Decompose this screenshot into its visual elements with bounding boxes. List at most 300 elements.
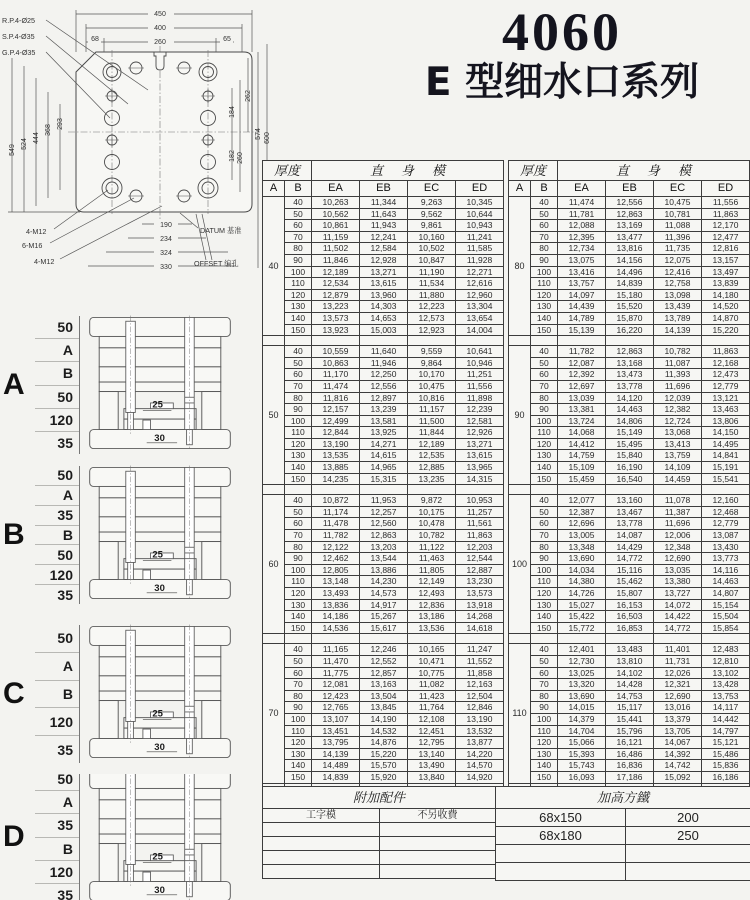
spacer-cell: [558, 485, 606, 495]
plate-dimension: B: [35, 362, 79, 385]
eb-value: 12,556: [360, 380, 408, 392]
spacer-row: [263, 485, 504, 495]
ea-value: 12,189: [312, 266, 360, 278]
ed-value: 11,241: [456, 231, 504, 243]
spacer-cell: [285, 336, 312, 346]
spacer-row: [509, 485, 750, 495]
ec-value: 14,072: [654, 599, 702, 611]
mold-section-b: [0, 460, 248, 610]
ea-value: 14,412: [558, 438, 606, 450]
spec-row: [263, 473, 504, 485]
eb-value: 16,486: [606, 748, 654, 760]
eb-value: 12,928: [360, 254, 408, 266]
ec-value: 12,923: [408, 324, 456, 336]
eb-value: 15,003: [360, 324, 408, 336]
col-b-value: 50: [285, 208, 312, 220]
ea-value: 13,493: [312, 588, 360, 600]
plate-dimension: 35: [57, 434, 73, 451]
ed-value: 15,504: [702, 611, 750, 623]
ea-value: 11,782: [558, 346, 606, 358]
spec-row: [263, 301, 504, 313]
spec-row: [509, 541, 750, 553]
ed-value: 12,810: [702, 655, 750, 667]
spacer-row: [263, 336, 504, 346]
spec-row: [509, 301, 750, 313]
eb-value: 14,573: [360, 588, 408, 600]
eb-value: 12,556: [606, 197, 654, 209]
eb-value: 13,203: [360, 541, 408, 553]
ed-value: 12,477: [702, 231, 750, 243]
spec-table-right: [508, 160, 750, 804]
spec-row: [509, 231, 750, 243]
ec-value: 14,109: [654, 462, 702, 474]
dim-68: 68: [91, 36, 99, 43]
eb-value: 15,116: [606, 564, 654, 576]
plate-dimension: 50: [35, 774, 79, 791]
spacer-cell: [654, 485, 702, 495]
ea-value: 13,075: [558, 254, 606, 266]
ed-value: 12,779: [702, 380, 750, 392]
spec-row: [263, 346, 504, 358]
ed-value: 13,121: [702, 392, 750, 404]
ea-value: 12,087: [558, 357, 606, 369]
ec-value: 10,782: [654, 346, 702, 358]
spec-row: [509, 518, 750, 530]
eb-value: 14,156: [606, 254, 654, 266]
col-header-ed: ED: [702, 181, 750, 197]
ea-value: 14,704: [558, 725, 606, 737]
col-b-value: 70: [285, 231, 312, 243]
spec-row: [509, 506, 750, 518]
ed-value: 14,315: [456, 473, 504, 485]
eb-value: 15,520: [606, 301, 654, 313]
accessories-table: [262, 786, 496, 879]
col-b-value: 110: [285, 725, 312, 737]
spacer-cell: [263, 485, 285, 495]
col-b-value: 120: [531, 737, 558, 749]
eb-value: 14,806: [606, 415, 654, 427]
ec-value: 12,573: [408, 312, 456, 324]
sketch-wrap: [84, 462, 236, 609]
ea-value: 13,005: [558, 530, 606, 542]
spec-row: [509, 197, 750, 209]
spec-row: [263, 380, 504, 392]
plate-dimension: A: [35, 339, 79, 362]
section-letter: A: [3, 368, 25, 401]
col-b-value: 120: [285, 438, 312, 450]
plate-dimension: B: [35, 838, 79, 861]
spec-row: [263, 530, 504, 542]
ed-value: 14,618: [456, 622, 504, 634]
plate-dimension: 50: [35, 625, 79, 653]
eb-value: 16,220: [606, 324, 654, 336]
mold-section-a: [0, 312, 248, 458]
ec-value: 10,502: [408, 243, 456, 255]
spec-row: [263, 553, 504, 565]
accessory-value: 不另收費: [380, 809, 496, 823]
eb-value: 13,810: [606, 655, 654, 667]
spacer-cell: [408, 485, 456, 495]
col-b-value: 80: [285, 541, 312, 553]
col-b-value: 90: [531, 553, 558, 565]
ec-value: 10,170: [408, 369, 456, 381]
ea-value: 12,534: [312, 278, 360, 290]
col-b-value: 70: [531, 231, 558, 243]
col-header-eb: EB: [360, 181, 408, 197]
ed-value: 10,641: [456, 346, 504, 358]
eb-value: 14,463: [606, 404, 654, 416]
riser-header: 加高方鐵: [496, 787, 750, 809]
ea-value: 13,690: [558, 690, 606, 702]
ea-value: 13,757: [558, 278, 606, 290]
ed-value: 14,797: [702, 725, 750, 737]
ec-value: 10,165: [408, 644, 456, 656]
ed-value: 12,163: [456, 679, 504, 691]
spacer-cell: [312, 485, 360, 495]
eb-value: 13,163: [360, 679, 408, 691]
ec-value: 14,392: [654, 748, 702, 760]
plate-dimension: A: [35, 486, 79, 506]
plate-dimension: A: [35, 791, 79, 814]
eb-value: 15,180: [606, 289, 654, 301]
eb-value: 13,845: [360, 702, 408, 714]
series-name: E 型细水口系列: [424, 60, 700, 105]
eb-value: 13,477: [606, 231, 654, 243]
dim-574: 574: [255, 128, 262, 140]
ed-value: 12,887: [456, 564, 504, 576]
spec-row: [509, 690, 750, 702]
col-b-value: 40: [531, 197, 558, 209]
ea-value: 12,157: [312, 404, 360, 416]
sprue-bushing: [154, 52, 166, 70]
ec-value: 9,559: [408, 346, 456, 358]
col-b-value: 80: [531, 243, 558, 255]
spec-row: [509, 415, 750, 427]
ec-value: 11,122: [408, 541, 456, 553]
spacer-row: [509, 634, 750, 644]
accessory-item: [263, 865, 380, 879]
col-header-a: A: [263, 181, 285, 197]
eb-value: 15,267: [360, 611, 408, 623]
ed-value: 13,497: [702, 266, 750, 278]
col-b-value: 110: [285, 427, 312, 439]
ea-value: 15,109: [558, 462, 606, 474]
eb-value: 13,504: [360, 690, 408, 702]
ed-value: 15,121: [702, 737, 750, 749]
mold-plate-drawing: [0, 0, 272, 272]
ea-value: 13,039: [558, 392, 606, 404]
spacer-cell: [606, 336, 654, 346]
col-header-b: B: [531, 181, 558, 197]
ea-value: 10,562: [312, 208, 360, 220]
spec-row: [509, 495, 750, 507]
spec-row: [263, 312, 504, 324]
ec-value: 11,387: [654, 506, 702, 518]
ed-value: 13,773: [702, 553, 750, 565]
ec-value: 11,844: [408, 427, 456, 439]
ed-value: 13,463: [702, 404, 750, 416]
spec-row: [263, 576, 504, 588]
spec-row: [263, 713, 504, 725]
eb-value: 15,462: [606, 576, 654, 588]
ea-value: 10,872: [312, 495, 360, 507]
col-header-straight: [312, 161, 504, 181]
ea-value: 12,122: [312, 541, 360, 553]
ec-value: 11,696: [654, 380, 702, 392]
spacer-cell: [558, 634, 606, 644]
spec-row: [263, 220, 504, 232]
ec-value: 12,795: [408, 737, 456, 749]
spec-row: [263, 392, 504, 404]
col-header-thickness: 厚度: [263, 161, 312, 181]
col-b-value: 110: [285, 278, 312, 290]
ed-value: 11,928: [456, 254, 504, 266]
ec-value: 12,690: [654, 690, 702, 702]
ec-value: 12,108: [408, 713, 456, 725]
accessory-value: [626, 863, 750, 881]
accessory-row: [263, 837, 496, 851]
ec-value: 12,149: [408, 576, 456, 588]
ec-value: 11,805: [408, 564, 456, 576]
ed-value: 11,556: [456, 380, 504, 392]
eb-value: 14,532: [360, 725, 408, 737]
col-b-value: 40: [285, 495, 312, 507]
spec-row: [509, 530, 750, 542]
ec-value: 12,416: [654, 266, 702, 278]
spec-row: [509, 438, 750, 450]
ea-value: 11,170: [312, 369, 360, 381]
spec-row: [509, 702, 750, 714]
eb-value: 13,886: [360, 564, 408, 576]
col-b-value: 60: [531, 369, 558, 381]
eb-value: 12,560: [360, 518, 408, 530]
ec-value: 12,885: [408, 462, 456, 474]
col-b-value: 80: [531, 690, 558, 702]
ec-value: 11,735: [654, 243, 702, 255]
spacer-cell: [456, 634, 504, 644]
col-b-value: 80: [285, 243, 312, 255]
eb-value: 13,778: [606, 380, 654, 392]
eb-value: 11,643: [360, 208, 408, 220]
spec-row: [263, 690, 504, 702]
spec-row: [509, 380, 750, 392]
spacer-cell: [285, 485, 312, 495]
spacer-cell: [531, 336, 558, 346]
plate-dimension: 120: [35, 708, 79, 736]
accessory-item: 工字模: [263, 809, 380, 823]
ed-value: 11,585: [456, 243, 504, 255]
dim-182: 182: [229, 150, 236, 162]
ea-value: 14,759: [558, 450, 606, 462]
eb-value: 11,953: [360, 495, 408, 507]
spacer-cell: [408, 634, 456, 644]
eb-value: 13,168: [606, 357, 654, 369]
col-b-value: 40: [285, 346, 312, 358]
eb-value: 15,840: [606, 450, 654, 462]
col-b-value: 110: [285, 576, 312, 588]
eb-value: 13,581: [360, 415, 408, 427]
ec-value: 11,764: [408, 702, 456, 714]
col-b-value: 130: [285, 301, 312, 313]
ea-value: 12,401: [558, 644, 606, 656]
col-b-value: 100: [285, 713, 312, 725]
accessory-item: [263, 823, 380, 837]
spacer-cell: [654, 634, 702, 644]
accessory-item: 68x180: [496, 827, 626, 845]
ed-value: 11,251: [456, 369, 504, 381]
spec-row: [263, 404, 504, 416]
spacer-cell: [606, 485, 654, 495]
ea-value: 12,081: [312, 679, 360, 691]
ed-value: 13,157: [702, 254, 750, 266]
col-b-value: 110: [531, 278, 558, 290]
plate-dimension: 35: [57, 586, 73, 603]
spec-row: [263, 266, 504, 278]
eb-value: 16,836: [606, 760, 654, 772]
ed-value: 13,430: [702, 541, 750, 553]
sketch-wrap: [84, 621, 236, 768]
ea-value: 13,535: [312, 450, 360, 462]
riser-blocks-table: [495, 786, 750, 881]
eb-value: 14,120: [606, 392, 654, 404]
spacer-cell: [263, 336, 285, 346]
eb-value: 15,920: [360, 771, 408, 783]
ec-value: 11,880: [408, 289, 456, 301]
ed-value: 12,960: [456, 289, 504, 301]
inner-dim-25: 25: [152, 399, 163, 411]
col-b-value: 50: [285, 357, 312, 369]
spec-row: [263, 667, 504, 679]
eb-value: 13,169: [606, 220, 654, 232]
eb-value: 13,271: [360, 266, 408, 278]
ec-value: 9,872: [408, 495, 456, 507]
ea-value: 13,223: [312, 301, 360, 313]
ec-value: 13,035: [654, 564, 702, 576]
ed-value: 14,268: [456, 611, 504, 623]
straight-mold-text: 直身模: [616, 163, 710, 178]
sketch-wrap: [84, 312, 236, 459]
ea-value: 12,423: [312, 690, 360, 702]
sketch-wrap: [84, 774, 236, 900]
col-b-value: 110: [531, 725, 558, 737]
spec-row: [263, 611, 504, 623]
ec-value: 11,190: [408, 266, 456, 278]
ed-value: 13,304: [456, 301, 504, 313]
spec-row: [263, 622, 504, 634]
col-b-value: 100: [285, 266, 312, 278]
eb-value: 13,778: [606, 518, 654, 530]
accessory-row: [496, 845, 750, 863]
spacer-cell: [509, 634, 531, 644]
spec-row: [509, 644, 750, 656]
ea-value: 11,775: [312, 667, 360, 679]
dimension-stack: [35, 466, 80, 604]
ed-value: 14,495: [702, 438, 750, 450]
accessory-value: [626, 845, 750, 863]
dim-600: 600: [264, 132, 271, 144]
spacer-cell: [702, 336, 750, 346]
ed-value: 13,271: [456, 438, 504, 450]
dim-65: 65: [223, 36, 231, 43]
spacer-cell: [360, 634, 408, 644]
section-letter: B: [3, 518, 25, 551]
ec-value: 14,459: [654, 473, 702, 485]
ec-value: 9,861: [408, 220, 456, 232]
spec-row: [263, 197, 504, 209]
col-a-value: 100: [509, 495, 531, 634]
spec-row: [263, 462, 504, 474]
dim-549: 549: [9, 144, 16, 156]
ea-value: 12,734: [558, 243, 606, 255]
eb-value: 13,483: [606, 644, 654, 656]
ec-value: 12,690: [654, 553, 702, 565]
ec-value: 9,263: [408, 197, 456, 209]
col-b-value: 140: [285, 611, 312, 623]
spec-row: [509, 725, 750, 737]
ed-value: 10,644: [456, 208, 504, 220]
col-b-value: 150: [531, 473, 558, 485]
eb-value: 14,917: [360, 599, 408, 611]
ec-value: 13,490: [408, 760, 456, 772]
section-letter: C: [3, 677, 25, 710]
spacer-cell: [456, 336, 504, 346]
dim-260b: 260: [237, 152, 244, 164]
ec-value: 10,775: [408, 667, 456, 679]
ec-value: 12,724: [654, 415, 702, 427]
col-b-value: 80: [531, 392, 558, 404]
ea-value: 12,844: [312, 427, 360, 439]
ed-value: 11,858: [456, 667, 504, 679]
spacer-cell: [360, 336, 408, 346]
col-b-value: 70: [285, 530, 312, 542]
ea-value: 13,107: [312, 713, 360, 725]
col-b-value: 130: [285, 599, 312, 611]
ea-value: 15,139: [558, 324, 606, 336]
plate-dimension: 35: [57, 741, 73, 758]
spec-row: [509, 473, 750, 485]
col-b-value: 140: [285, 760, 312, 772]
eb-value: 15,220: [360, 748, 408, 760]
dim-524: 524: [21, 138, 28, 150]
eb-value: 11,946: [360, 357, 408, 369]
spec-row: [263, 254, 504, 266]
ed-value: 15,154: [702, 599, 750, 611]
ed-value: 12,926: [456, 427, 504, 439]
ed-value: 14,116: [702, 564, 750, 576]
accessory-value: [380, 823, 496, 837]
ed-value: 15,191: [702, 462, 750, 474]
ea-value: 10,861: [312, 220, 360, 232]
spec-row: [509, 254, 750, 266]
ed-value: 12,168: [702, 357, 750, 369]
plate-dimension: 50: [35, 466, 79, 486]
eb-value: 13,239: [360, 404, 408, 416]
ed-value: 13,428: [702, 679, 750, 691]
ea-value: 12,462: [312, 553, 360, 565]
col-a-value: 80: [509, 197, 531, 336]
col-b-value: 130: [531, 301, 558, 313]
ea-value: 11,159: [312, 231, 360, 243]
spacer-cell: [606, 634, 654, 644]
accessory-value: [380, 865, 496, 879]
spec-row: [509, 553, 750, 565]
eb-value: 12,863: [606, 346, 654, 358]
col-header-straight: [558, 161, 750, 181]
spacer-row: [263, 634, 504, 644]
eb-value: 13,467: [606, 506, 654, 518]
ed-value: 15,854: [702, 622, 750, 634]
spacer-cell: [702, 485, 750, 495]
